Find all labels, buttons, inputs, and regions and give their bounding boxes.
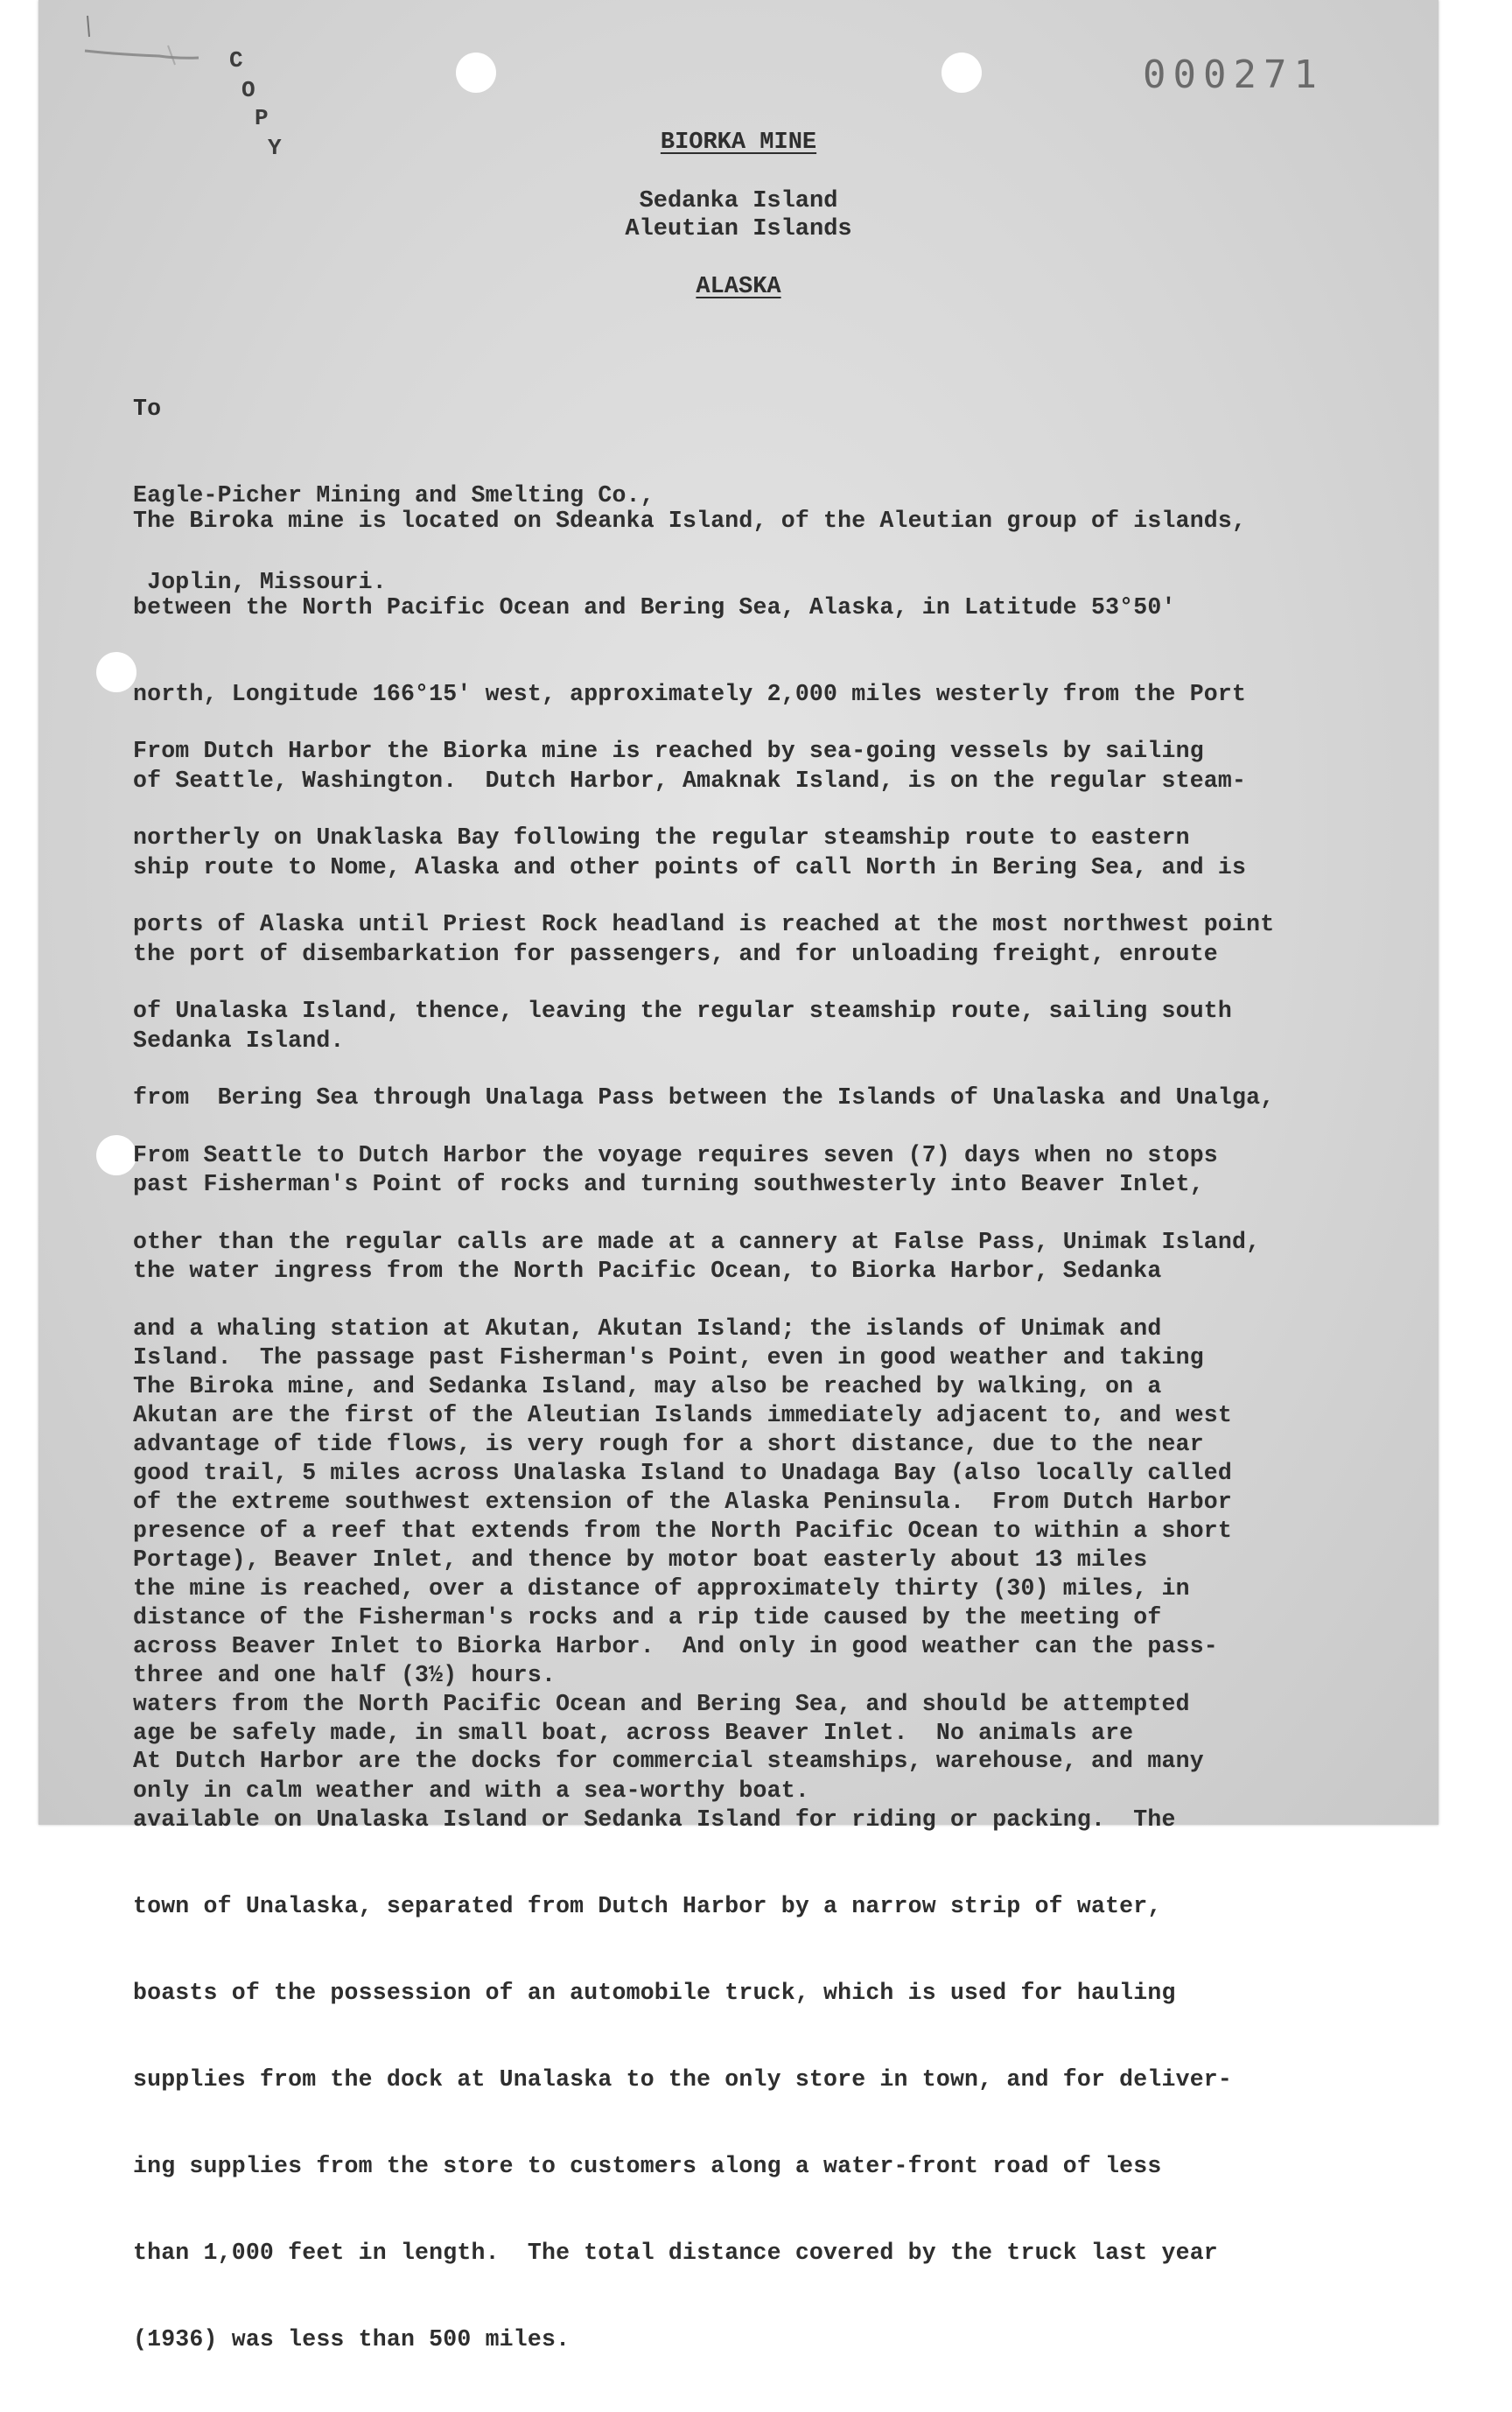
subtitle-island-group: Aleutian Islands xyxy=(625,216,852,242)
text-line: (1936) was less than 500 miles. xyxy=(133,2326,570,2352)
text-line: other than the regular calls are made at a cannery at False Pass, Unimak Island, xyxy=(133,1229,1261,1255)
paragraph-dutch-harbor xyxy=(133,1689,1204,1834)
copy-letter-c: C xyxy=(229,47,243,74)
text-line: At Dutch Harbor are the docks for commercial steamships, warehouse, and many xyxy=(133,1748,1204,1774)
text-line: the port of disembarkation for passengers, and for unloading freight, enroute xyxy=(133,941,1218,967)
text-line: waters from the North Pacific Ocean and Bering Sea, and should be attempted xyxy=(133,1691,1190,1717)
text-line: distance of the Fisherman's rocks and a rip tide caused by the meeting of xyxy=(133,1604,1162,1630)
punch-hole-left-lower xyxy=(96,1135,136,1175)
text-line: From Seattle to Dutch Harbor the voyage requires seven (7) days when no stops xyxy=(133,1142,1218,1168)
text-line: advantage of tide flows, is very rough for a short distance, due to the near xyxy=(133,1431,1204,1457)
text-line: across Beaver Inlet to Biorka Harbor. And only in good weather can the pass- xyxy=(133,1633,1218,1659)
text-line: between the North Pacific Ocean and Bering Sea, Alaska, in Latitude 53°50' xyxy=(133,594,1176,621)
text-line: age be safely made, in small boat, across Beaver Inlet. No animals are xyxy=(133,1720,1134,1746)
document-control-number: 000271 xyxy=(1143,53,1324,97)
punch-hole-top-left xyxy=(456,53,496,93)
text-line: available on Unalaska Island or Sedanka Island for riding or packing. The xyxy=(133,1806,1176,1833)
text-line: past Fisherman's Point of rocks and turning southwesterly into Beaver Inlet, xyxy=(133,1171,1204,1197)
copy-letter-p: P xyxy=(255,105,269,131)
text-line: The Biroka mine is located on Sdeanka Island, of the Aleutian group of islands, xyxy=(133,508,1247,534)
region-heading: ALASKA xyxy=(696,274,781,300)
text-line: north, Longitude 166°15' west, approximately 2,000 miles westerly from the Port xyxy=(133,681,1247,707)
text-line: Sedanka Island. xyxy=(133,1027,345,1054)
document-page xyxy=(38,0,1438,2352)
text-line: ports of Alaska until Priest Rock headland is reached at the most northwest point xyxy=(133,911,1275,937)
address-city: Joplin, Missouri. xyxy=(133,569,387,595)
text-line: the water ingress from the North Pacific Ocean, to Biorka Harbor, Sedanka xyxy=(133,1258,1162,1284)
text-line: presence of a reef that extends from the North Pacific Ocean to within a short xyxy=(133,1518,1233,1544)
text-line: Akutan are the first of the Aleutian Islands immediately adjacent to, and west xyxy=(133,1402,1233,1428)
text-line: of Seattle, Washington. Dutch Harbor, Amaknak Island, is on the regular steam- xyxy=(133,768,1247,794)
text-line: Portage), Beaver Inlet, and thence by motor boat easterly about 13 miles xyxy=(133,1546,1148,1573)
text-line: of Unalaska Island, thence, leaving the regular steamship route, sailing south xyxy=(133,998,1233,1024)
text-line: only in calm weather and with a sea-worthy boat. xyxy=(133,1777,809,1804)
copy-letter-y: Y xyxy=(268,135,282,161)
paragraph-overland-route xyxy=(133,1315,1232,2412)
punch-hole-left-upper xyxy=(96,652,136,692)
address-company: Eagle-Picher Mining and Smelting Co., xyxy=(133,482,654,508)
text-line: The Biroka mine, and Sedanka Island, may also be reached by walking, on a xyxy=(133,1373,1162,1399)
text-line: ship route to Nome, Alaska and other points of call North in Bering Sea, and is xyxy=(133,854,1247,880)
address-to: To xyxy=(133,396,162,422)
document-title: BIORKA MINE xyxy=(660,130,817,156)
text-line: supplies from the dock at Unalaska to the only store in town, and for deliver- xyxy=(133,2066,1233,2093)
text-line: boasts of the possession of an automobile truck, which is used for hauling xyxy=(133,1980,1176,2006)
text-line: of the extreme southwest extension of the Alaska Peninsula. From Dutch Harbor xyxy=(133,1489,1233,1515)
copy-letter-o: O xyxy=(242,77,256,103)
text-line: the mine is reached, over a distance of approximately thirty (30) miles, in xyxy=(133,1575,1190,1602)
text-line: good trail, 5 miles across Unalaska Island to Unadaga Bay (also locally called xyxy=(133,1460,1233,1486)
text-line: than 1,000 feet in length. The total distance covered by the truck last year xyxy=(133,2240,1218,2266)
text-line: Island. The passage past Fisherman's Point, even in good weather and taking xyxy=(133,1344,1204,1371)
text-line: three and one half (3½) hours. xyxy=(133,1662,556,1688)
punch-hole-top-right xyxy=(942,53,982,93)
text-line: from Bering Sea through Unalaga Pass between the Islands of Unalaska and Unalga, xyxy=(133,1084,1275,1111)
text-line: From Dutch Harbor the Biorka mine is reached by sea-going vessels by sailing xyxy=(133,738,1204,764)
text-line: town of Unalaska, separated from Dutch Harbor by a narrow strip of water, xyxy=(133,1893,1162,1919)
text-line: and a whaling station at Akutan, Akutan Island; the islands of Unimak and xyxy=(133,1315,1162,1342)
subtitle-island: Sedanka Island xyxy=(639,188,838,214)
text-line: ing supplies from the store to customers along a water-front road of less xyxy=(133,2153,1162,2179)
ink-smudge-mark xyxy=(80,11,212,63)
text-line: northerly on Unaklaska Bay following the regular steamship route to eastern xyxy=(133,824,1190,851)
